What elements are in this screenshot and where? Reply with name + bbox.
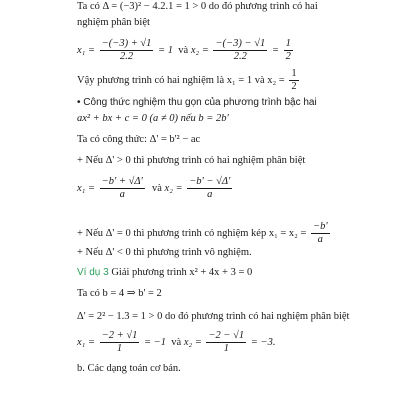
example-x1-label: x₁ = — [77, 336, 96, 348]
general-and-word: và — [152, 182, 162, 194]
example-x1-denominator: 1 — [116, 343, 123, 354]
case-zero — [77, 221, 332, 246]
general-x1-numerator: −b' + √Δ' — [101, 176, 143, 187]
example-x2-denominator: 1 — [223, 343, 229, 354]
and-word: và — [178, 44, 189, 56]
example-x1-result: = −1 — [143, 336, 167, 348]
general-x1-fraction — [100, 176, 145, 201]
double-root-denominator: a — [317, 234, 323, 245]
bullet-heading: • Công thức nghiệm thu gọn của phương trình bậc hai — [77, 97, 317, 108]
equation-roots-general — [77, 176, 234, 201]
case-zero-text: + Nếu Δ' = 0 thì phương trình có nghiệm kép x₁ = x₂ = — [77, 227, 307, 239]
x2-numerator: −(−3) − √1 — [215, 38, 266, 49]
general-x2-numerator: −b' − √Δ' — [189, 176, 231, 187]
example-x2-fraction — [206, 330, 246, 355]
example-x2-numerator: −2 − √1 — [208, 330, 245, 341]
case-negative: + Nếu Δ' < 0 thì phương trình vô nghiệm. — [77, 247, 252, 258]
case-positive: + Nếu Δ' > 0 thì phương trình có hai nghiệm phân biệt — [77, 155, 306, 166]
conclusion-denominator: 2 — [291, 81, 297, 92]
quadratic-equation-line: ax² + bx + c = 0 (a ≠ 0) nếu b = 2b' — [77, 113, 229, 124]
x2-fraction — [213, 38, 267, 63]
formula-line: Ta có công thức: Δ' = b'² − ac — [77, 134, 201, 145]
general-x1-denominator: a — [119, 189, 125, 200]
example-3-text: Giải phương trình x² + 4x + 3 = 0 — [108, 267, 253, 278]
example-x1-fraction — [100, 330, 140, 355]
double-root-numerator: −b' — [313, 221, 328, 232]
x1-denominator: 2.2 — [119, 51, 134, 62]
x2-denominator: 2.2 — [233, 51, 247, 62]
conclusion-numerator: 1 — [291, 68, 297, 79]
conclusion-text: Vậy phương trình có hai nghiệm là x₁ = 1 và x₂ = — [77, 74, 285, 86]
general-x2-denominator: a — [207, 189, 213, 200]
x2-equals: = — [271, 44, 279, 56]
example-tag: Ví dụ 3 — [77, 267, 109, 278]
text-line-conclusion — [77, 68, 301, 93]
example-x2-label: x₂ = — [183, 336, 202, 348]
conclusion-fraction — [289, 68, 298, 93]
example-x1-numerator: −2 + √1 — [101, 330, 138, 341]
x1-fraction — [100, 38, 154, 63]
text-line-distinct-roots: nghiệm phân biệt — [77, 17, 150, 28]
x2-result-numerator: 1 — [285, 38, 291, 49]
general-x2-label: x₂ = — [164, 182, 183, 194]
section-heading-b: b. Các dạng toán cơ bản. — [77, 363, 181, 374]
general-x2-fraction — [187, 176, 232, 201]
text-line-delta: Ta có Δ = (−3)² − 4.2.1 = 1 > 0 do đó phương trình có hai — [77, 1, 318, 12]
x1-numerator: −(−3) + √1 — [101, 38, 152, 49]
example-3-line — [77, 266, 252, 279]
equation-roots-example — [77, 330, 275, 355]
x2-result-fraction — [284, 38, 293, 63]
example-and-word: và — [171, 336, 182, 348]
example-x2-result: = −3. — [250, 336, 276, 348]
x2-result-denominator: 2 — [285, 51, 291, 62]
x2-label: x₂ = — [190, 44, 209, 56]
x1-result: = 1 — [158, 44, 174, 56]
equation-roots-1 — [77, 38, 295, 63]
example-delta: Δ' = 2² − 1.3 = 1 > 0 do đó phương trình có hai nghiệm phân biệt — [77, 311, 350, 322]
example-b-prime: Ta có b = 4 ⇒ b' = 2 — [77, 288, 162, 299]
double-root-fraction — [311, 221, 330, 246]
x1-label: x₁ = — [77, 44, 96, 56]
general-x1-label: x₁ = — [77, 182, 96, 194]
